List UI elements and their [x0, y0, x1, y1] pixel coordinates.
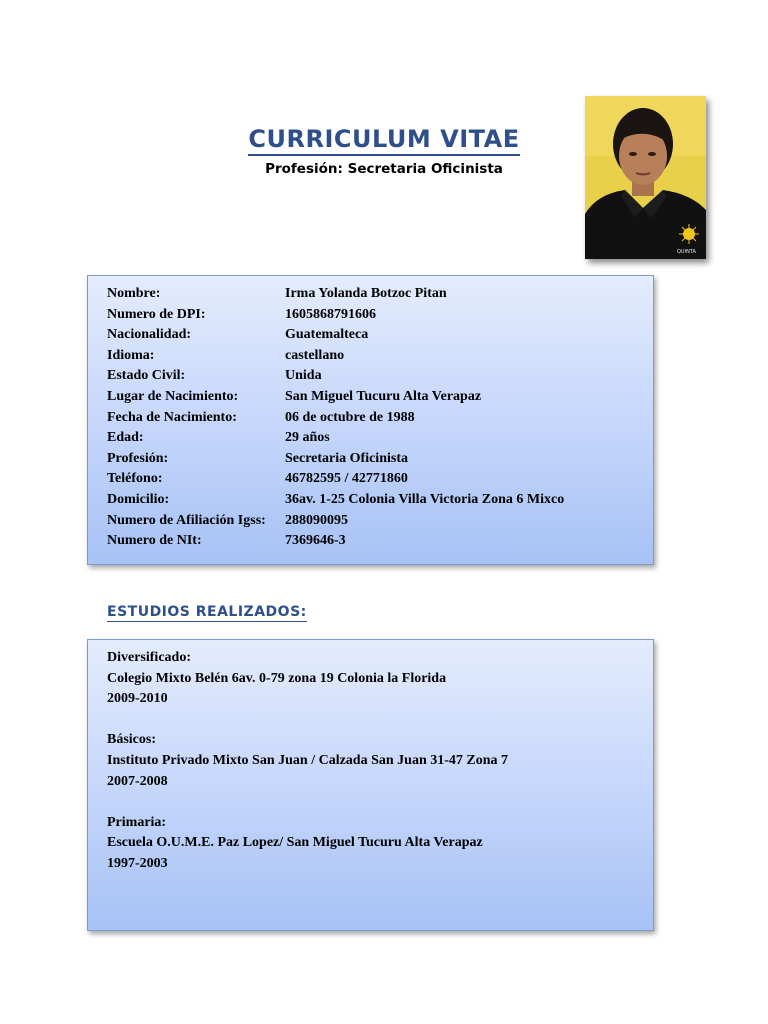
field-label: Teléfono:	[107, 471, 163, 487]
field-value: Irma Yolanda Botzoc Pitan	[285, 286, 447, 301]
field-value: castellano	[285, 347, 345, 363]
page-subtitle: Profesión: Secretaria Oficinista	[265, 161, 503, 177]
personal-row	[107, 305, 653, 326]
shirt-logo-text: QUINTA	[677, 249, 696, 255]
field-label: Lugar de Nacimiento:	[107, 388, 239, 404]
study-entry	[107, 813, 653, 875]
field-value: 46782595 / 42771860	[285, 471, 408, 487]
personal-row	[107, 469, 653, 490]
field-label: Estado Civil:	[107, 368, 186, 384]
field-label: Fecha de Nacimiento:	[107, 409, 237, 425]
study-level: Primaria:	[107, 814, 167, 830]
study-school: Escuela O.U.M.E. Paz Lopez/ San Miguel Tucuru Alta Verapaz	[107, 835, 483, 851]
field-value: 06 de octubre de 1988	[285, 409, 415, 425]
field-label: Edad:	[107, 430, 144, 446]
portrait-image	[585, 96, 706, 259]
field-value: Secretaria Oficinista	[285, 450, 408, 466]
study-years: 1997-2003	[107, 855, 168, 871]
study-school: Colegio Mixto Belén 6av. 0-79 zona 19 Colonia la Florida	[107, 670, 447, 686]
field-label: Profesión:	[107, 450, 169, 466]
personal-row	[107, 325, 653, 346]
field-label: Idioma:	[107, 347, 155, 363]
field-value: 36av. 1-25 Colonia Villa Victoria Zona 6 Mixco	[285, 491, 565, 507]
study-years: 2007-2008	[107, 773, 168, 789]
field-value: 288090095	[285, 512, 348, 528]
field-value: 29 años	[285, 430, 330, 446]
personal-row	[107, 531, 653, 552]
personal-row	[107, 449, 653, 470]
personal-row	[107, 490, 653, 511]
field-value: San Miguel Tucuru Alta Verapaz	[285, 388, 482, 404]
field-label: Domicilio:	[107, 491, 170, 507]
field-label: Numero de DPI:	[107, 306, 206, 322]
study-entry	[107, 730, 653, 792]
personal-row	[107, 387, 653, 408]
personal-row	[107, 428, 653, 449]
personal-row	[107, 511, 653, 532]
personal-info-box	[87, 275, 654, 565]
study-level: Diversificado:	[107, 650, 191, 665]
study-level: Básicos:	[107, 732, 156, 748]
page-title-text: CURRICULUM VITAE	[248, 125, 519, 156]
study-years: 2009-2010	[107, 691, 168, 707]
personal-row	[107, 366, 653, 387]
field-label: Nacionalidad:	[107, 327, 192, 343]
field-value: 1605868791606	[285, 306, 376, 322]
field-value: 7369646-3	[285, 533, 346, 549]
personal-row	[107, 346, 653, 367]
field-label: Numero de NIt:	[107, 533, 202, 549]
studies-box	[87, 639, 654, 931]
personal-row	[107, 408, 653, 429]
field-value: Guatemalteca	[285, 327, 369, 343]
studies-heading: ESTUDIOS REALIZADOS:	[107, 604, 307, 620]
study-school: Instituto Privado Mixto San Juan / Calzada San Juan 31-47 Zona 7	[107, 752, 509, 768]
field-label: Numero de Afiliación Igss:	[107, 512, 266, 528]
personal-row	[107, 284, 653, 305]
study-entry	[107, 648, 653, 710]
field-value: Unida	[285, 368, 322, 384]
field-label: Nombre:	[107, 286, 161, 301]
profile-photo	[585, 96, 706, 259]
